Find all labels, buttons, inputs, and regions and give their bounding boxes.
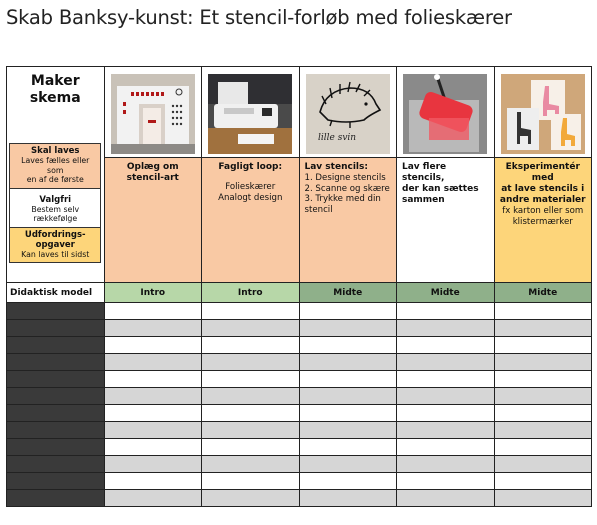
planning-cell[interactable]	[299, 371, 397, 388]
planning-cell[interactable]	[104, 371, 202, 388]
activity-title: stencil-art	[126, 173, 179, 183]
planning-cell[interactable]	[299, 388, 397, 405]
legend-heading	[7, 67, 104, 107]
legend-optional-text: rækkefølge	[33, 214, 78, 223]
planning-row	[7, 456, 592, 473]
planning-cell[interactable]	[494, 456, 592, 473]
planning-row-label-cell	[7, 388, 105, 405]
giraffe-stencil-photo	[501, 74, 585, 154]
planning-row-label-cell	[7, 473, 105, 490]
page-title: Skab Banksy-kunst: Et stencil-forløb med folieskærer	[6, 6, 512, 29]
legend-required-title: Skal laves	[31, 146, 80, 156]
planning-row-label-cell	[7, 354, 105, 371]
planning-cell[interactable]	[202, 439, 300, 456]
model-phase-5: Midte	[494, 283, 592, 303]
planning-cell[interactable]	[202, 456, 300, 473]
planning-cell[interactable]	[202, 371, 300, 388]
planning-cell[interactable]	[494, 388, 592, 405]
activity-title: Eksperimentér med	[505, 162, 580, 183]
planning-cell[interactable]	[104, 337, 202, 354]
planning-cell[interactable]	[397, 405, 495, 422]
planning-cell[interactable]	[202, 337, 300, 354]
planning-row	[7, 371, 592, 388]
legend-optional-text: Bestem selv	[31, 204, 80, 214]
svg-text:lille svin: lille svin	[317, 133, 356, 143]
activity-text: fx karton eller som	[502, 206, 584, 216]
activity-title: andre materialer	[499, 195, 586, 205]
planning-cell[interactable]	[494, 422, 592, 439]
planning-cell[interactable]	[494, 490, 592, 507]
planning-cell[interactable]	[299, 456, 397, 473]
legend-required	[9, 143, 101, 189]
planning-cell[interactable]	[104, 354, 202, 371]
planning-cell[interactable]	[494, 371, 592, 388]
planning-cell[interactable]	[397, 337, 495, 354]
planning-row-label-cell	[7, 456, 105, 473]
planning-cell[interactable]	[104, 456, 202, 473]
planning-cell[interactable]	[202, 320, 300, 337]
planning-cell[interactable]	[397, 439, 495, 456]
activity-title: Lav flere stencils,	[402, 162, 447, 183]
activity-cell-2	[202, 158, 300, 283]
hedgehog-drawing-photo	[306, 74, 390, 154]
planning-cell[interactable]	[494, 405, 592, 422]
planning-cell[interactable]	[494, 303, 592, 320]
planning-cell[interactable]	[202, 303, 300, 320]
photo-cell-5	[494, 67, 592, 158]
activity-text: 1. Designe stencils	[304, 173, 386, 183]
banksy-stencil-art-photo	[111, 74, 195, 154]
planning-row	[7, 422, 592, 439]
legend-challenge-title: opgaver	[35, 239, 75, 250]
planning-cell[interactable]	[397, 490, 495, 507]
vinyl-cutter-photo	[208, 74, 292, 154]
planning-cell[interactable]	[202, 405, 300, 422]
model-phase-4: Midte	[397, 283, 495, 303]
legend-challenge-text: Kan laves til sidst	[21, 249, 90, 259]
photo-cell-3	[299, 67, 397, 158]
legend-required-text: Laves fælles eller som	[21, 156, 90, 175]
planning-cell[interactable]	[494, 354, 592, 371]
legend-heading-line: Maker	[30, 73, 80, 89]
planning-cell[interactable]	[299, 320, 397, 337]
planning-cell[interactable]	[397, 422, 495, 439]
activity-cell-5	[494, 158, 592, 283]
planning-cell[interactable]	[202, 473, 300, 490]
activity-cell-1	[104, 158, 202, 283]
planning-cell[interactable]	[104, 405, 202, 422]
activity-title: Lav stencils:	[304, 162, 368, 172]
planning-cell[interactable]	[299, 422, 397, 439]
planning-cell[interactable]	[397, 320, 495, 337]
planning-cell[interactable]	[202, 354, 300, 371]
photo-cell-4	[397, 67, 495, 158]
model-phase-2: Intro	[202, 283, 300, 303]
planning-row	[7, 320, 592, 337]
paint-roller-photo	[403, 74, 487, 154]
activity-title: der kan sættes	[402, 184, 479, 194]
activity-title: Oplæg om	[126, 162, 179, 172]
legend-challenge-title: Udfordrings-	[24, 229, 86, 240]
planning-row	[7, 490, 592, 507]
planning-cell[interactable]	[397, 371, 495, 388]
planning-cell[interactable]	[299, 439, 397, 456]
planning-cell[interactable]	[397, 354, 495, 371]
planning-cell[interactable]	[299, 473, 397, 490]
planning-row-label-cell	[7, 422, 105, 439]
planning-cell[interactable]	[299, 337, 397, 354]
planning-row-label-cell	[7, 337, 105, 354]
planning-row-label-cell	[7, 320, 105, 337]
activity-text: 3. Trykke med din	[304, 194, 381, 204]
planning-row	[7, 354, 592, 371]
activity-cell-4	[397, 158, 495, 283]
legend-optional-title: Valgfri	[39, 194, 72, 205]
planning-cell[interactable]	[299, 490, 397, 507]
planning-cell[interactable]	[104, 490, 202, 507]
model-phase-1: Intro	[104, 283, 202, 303]
maker-schedule	[6, 66, 592, 521]
planning-cell[interactable]	[299, 405, 397, 422]
legend-cell	[7, 67, 105, 283]
planning-cell[interactable]	[104, 473, 202, 490]
activity-text: Analogt design	[218, 192, 283, 203]
planning-cell[interactable]	[494, 337, 592, 354]
planning-row	[7, 439, 592, 456]
planning-cell[interactable]	[397, 303, 495, 320]
planning-cell[interactable]	[397, 456, 495, 473]
planning-cell[interactable]	[299, 303, 397, 320]
planning-cell[interactable]	[397, 473, 495, 490]
planning-row	[7, 473, 592, 490]
planning-cell[interactable]	[202, 422, 300, 439]
legend-heading-line: skema	[29, 90, 81, 106]
legend-optional	[9, 189, 101, 228]
planning-cell[interactable]	[104, 422, 202, 439]
planning-row-label-cell	[7, 439, 105, 456]
planning-cell[interactable]	[494, 473, 592, 490]
photo-cell-2	[202, 67, 300, 158]
planning-cell[interactable]	[494, 439, 592, 456]
activity-title: sammen	[402, 195, 445, 205]
planning-cell[interactable]	[104, 439, 202, 456]
model-phase-3: Midte	[299, 283, 397, 303]
planning-row-label-cell	[7, 405, 105, 422]
planning-grid	[7, 303, 592, 507]
planning-cell[interactable]	[104, 388, 202, 405]
activity-text: klistermærker	[512, 216, 573, 227]
didactic-model-label: Didaktisk model	[7, 283, 105, 303]
planning-cell[interactable]	[104, 303, 202, 320]
planning-row-label-cell	[7, 371, 105, 388]
planning-row	[7, 337, 592, 354]
planning-row	[7, 405, 592, 422]
photo-cell-1	[104, 67, 202, 158]
activity-cell-3	[299, 158, 397, 283]
legend-required-text: en af de første	[26, 175, 84, 184]
activity-text: stencil	[304, 204, 333, 215]
planning-row	[7, 303, 592, 320]
planning-cell[interactable]	[202, 388, 300, 405]
activity-text: Folieskærer	[225, 182, 276, 192]
activity-title: at lave stencils i	[501, 184, 585, 194]
planning-cell[interactable]	[202, 490, 300, 507]
planning-row	[7, 388, 592, 405]
planning-cell[interactable]	[494, 320, 592, 337]
planning-cell[interactable]	[299, 354, 397, 371]
planning-row-label-cell	[7, 303, 105, 320]
planning-cell[interactable]	[104, 320, 202, 337]
planning-row-label-cell	[7, 490, 105, 507]
activity-title: Fagligt loop:	[218, 162, 283, 172]
planning-cell[interactable]	[397, 388, 495, 405]
activity-text: 2. Scanne og skære	[304, 183, 390, 194]
schedule-table	[6, 66, 592, 507]
legend-challenge	[9, 228, 101, 264]
